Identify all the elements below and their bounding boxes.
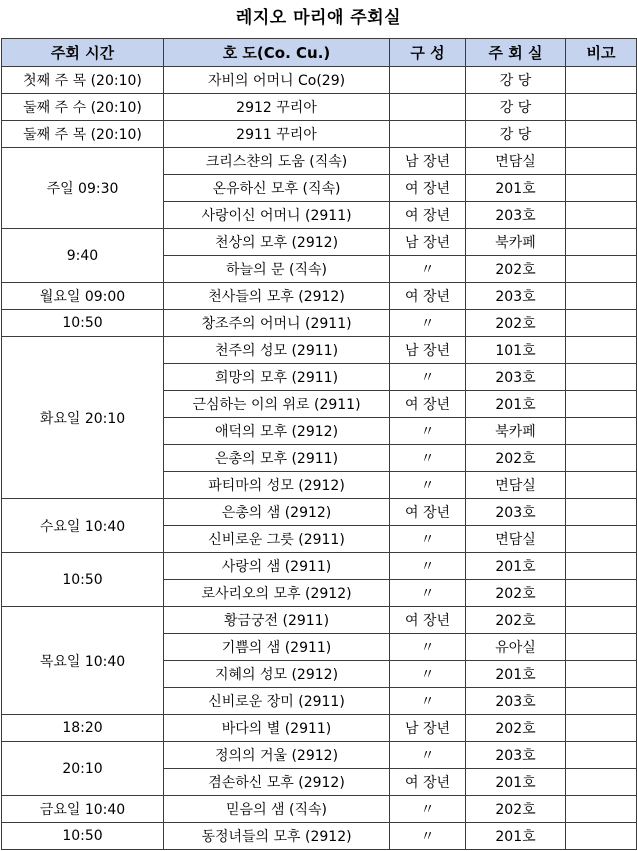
note-cell xyxy=(566,337,637,364)
praesidium-cell: 정의의 거울 (2912) xyxy=(164,742,390,769)
meeting-time-cell: 20:10 xyxy=(2,742,164,796)
group-cell: 여 장년 xyxy=(390,283,466,310)
table-row xyxy=(2,121,637,148)
meeting-time-cell: 18:20 xyxy=(2,715,164,742)
note-cell xyxy=(566,310,637,337)
praesidium-cell: 신비로운 그릇 (2911) xyxy=(164,526,390,553)
group-cell: 〃 xyxy=(390,526,466,553)
group-cell: 〃 xyxy=(390,364,466,391)
note-cell xyxy=(566,445,637,472)
room-cell: 면담실 xyxy=(466,148,566,175)
meeting-time-cell: 10:50 xyxy=(2,310,164,337)
group-cell: 〃 xyxy=(390,661,466,688)
table-row xyxy=(2,796,637,823)
room-cell: 201호 xyxy=(466,175,566,202)
room-cell: 북카페 xyxy=(466,418,566,445)
note-cell xyxy=(566,202,637,229)
meeting-time-cell: 화요일 20:10 xyxy=(2,337,164,499)
praesidium-cell: 신비로운 장미 (2911) xyxy=(164,688,390,715)
table-row xyxy=(2,310,637,337)
note-cell xyxy=(566,418,637,445)
table-row xyxy=(2,148,637,175)
room-cell: 203호 xyxy=(466,364,566,391)
praesidium-cell: 로사리오의 모후 (2912) xyxy=(164,580,390,607)
header-room: 주 회 실 xyxy=(466,39,566,67)
note-cell xyxy=(566,688,637,715)
group-cell: 〃 xyxy=(390,742,466,769)
group-cell: 〃 xyxy=(390,418,466,445)
room-cell: 202호 xyxy=(466,310,566,337)
praesidium-cell: 동정녀들의 모후 (2912) xyxy=(164,823,390,850)
praesidium-cell: 겸손하신 모후 (2912) xyxy=(164,769,390,796)
meeting-time-cell: 월요일 09:00 xyxy=(2,283,164,310)
group-cell xyxy=(390,67,466,94)
praesidium-cell: 은총의 샘 (2912) xyxy=(164,499,390,526)
note-cell xyxy=(566,715,637,742)
praesidium-cell: 황금궁전 (2911) xyxy=(164,607,390,634)
praesidium-cell: 믿음의 샘 (직속) xyxy=(164,796,390,823)
group-cell: 여 장년 xyxy=(390,607,466,634)
room-cell: 202호 xyxy=(466,607,566,634)
group-cell: 남 장년 xyxy=(390,148,466,175)
note-cell xyxy=(566,634,637,661)
table-row xyxy=(2,337,637,364)
praesidium-cell: 은총의 모후 (2911) xyxy=(164,445,390,472)
table-row xyxy=(2,607,637,634)
meeting-time-cell: 10:50 xyxy=(2,553,164,607)
room-cell: 202호 xyxy=(466,796,566,823)
meeting-time-cell: 9:40 xyxy=(2,229,164,283)
group-cell: 〃 xyxy=(390,553,466,580)
praesidium-cell: 지혜의 성모 (2912) xyxy=(164,661,390,688)
note-cell xyxy=(566,796,637,823)
note-cell xyxy=(566,67,637,94)
room-cell: 강 당 xyxy=(466,94,566,121)
room-cell: 201호 xyxy=(466,823,566,850)
room-cell: 202호 xyxy=(466,715,566,742)
room-cell: 201호 xyxy=(466,769,566,796)
group-cell: 여 장년 xyxy=(390,175,466,202)
praesidium-cell: 애덕의 모후 (2912) xyxy=(164,418,390,445)
room-cell: 101호 xyxy=(466,337,566,364)
group-cell: 여 장년 xyxy=(390,499,466,526)
praesidium-cell: 자비의 어머니 Co(29) xyxy=(164,67,390,94)
room-cell: 202호 xyxy=(466,256,566,283)
note-cell xyxy=(566,580,637,607)
table-row xyxy=(2,94,637,121)
praesidium-cell: 파티마의 성모 (2912) xyxy=(164,472,390,499)
group-cell: 〃 xyxy=(390,445,466,472)
meeting-time-cell: 둘째 주 목 (20:10) xyxy=(2,121,164,148)
praesidium-cell: 2912 꾸리아 xyxy=(164,94,390,121)
header-note: 비고 xyxy=(566,39,637,67)
header-row xyxy=(2,39,637,67)
group-cell: 남 장년 xyxy=(390,337,466,364)
meeting-time-cell: 10:50 xyxy=(2,823,164,850)
note-cell xyxy=(566,823,637,850)
note-cell xyxy=(566,472,637,499)
meeting-time-cell: 첫째 주 목 (20:10) xyxy=(2,67,164,94)
note-cell xyxy=(566,148,637,175)
table-row xyxy=(2,742,637,769)
room-cell: 203호 xyxy=(466,283,566,310)
room-cell: 203호 xyxy=(466,742,566,769)
group-cell: 여 장년 xyxy=(390,202,466,229)
header-praesidium: 호 도(Co. Cu.) xyxy=(164,39,390,67)
room-cell: 면담실 xyxy=(466,526,566,553)
meeting-time-cell: 둘째 주 수 (20:10) xyxy=(2,94,164,121)
group-cell: 〃 xyxy=(390,634,466,661)
table-row xyxy=(2,499,637,526)
meeting-time-cell: 수요일 10:40 xyxy=(2,499,164,553)
group-cell: 〃 xyxy=(390,472,466,499)
group-cell xyxy=(390,94,466,121)
room-cell: 유아실 xyxy=(466,634,566,661)
praesidium-cell: 창조주의 어머니 (2911) xyxy=(164,310,390,337)
praesidium-cell: 온유하신 모후 (직속) xyxy=(164,175,390,202)
header-group: 구 성 xyxy=(390,39,466,67)
note-cell xyxy=(566,283,637,310)
note-cell xyxy=(566,256,637,283)
room-cell: 201호 xyxy=(466,553,566,580)
note-cell xyxy=(566,661,637,688)
schedule-body xyxy=(2,67,637,850)
room-cell: 203호 xyxy=(466,499,566,526)
room-cell: 203호 xyxy=(466,202,566,229)
room-cell: 강 당 xyxy=(466,67,566,94)
note-cell xyxy=(566,607,637,634)
table-row xyxy=(2,715,637,742)
group-cell: 〃 xyxy=(390,580,466,607)
meeting-time-cell: 주일 09:30 xyxy=(2,148,164,229)
group-cell: 여 장년 xyxy=(390,769,466,796)
praesidium-cell: 사랑이신 어머니 (2911) xyxy=(164,202,390,229)
note-cell xyxy=(566,499,637,526)
room-cell: 203호 xyxy=(466,688,566,715)
room-cell: 202호 xyxy=(466,445,566,472)
note-cell xyxy=(566,175,637,202)
group-cell: 〃 xyxy=(390,256,466,283)
note-cell xyxy=(566,391,637,418)
page-title: 레지오 마리애 주회실 xyxy=(235,8,402,28)
praesidium-cell: 천상의 모후 (2912) xyxy=(164,229,390,256)
praesidium-cell: 바다의 별 (2911) xyxy=(164,715,390,742)
room-cell: 202호 xyxy=(466,580,566,607)
group-cell: 〃 xyxy=(390,310,466,337)
praesidium-cell: 근심하는 이의 위로 (2911) xyxy=(164,391,390,418)
praesidium-cell: 천주의 성모 (2911) xyxy=(164,337,390,364)
group-cell xyxy=(390,121,466,148)
note-cell xyxy=(566,553,637,580)
meeting-time-cell: 금요일 10:40 xyxy=(2,796,164,823)
group-cell: 〃 xyxy=(390,688,466,715)
room-cell: 201호 xyxy=(466,391,566,418)
table-row xyxy=(2,553,637,580)
room-cell: 면담실 xyxy=(466,472,566,499)
note-cell xyxy=(566,526,637,553)
table-row xyxy=(2,823,637,850)
group-cell: 남 장년 xyxy=(390,715,466,742)
room-cell: 북카페 xyxy=(466,229,566,256)
group-cell: 〃 xyxy=(390,823,466,850)
note-cell xyxy=(566,94,637,121)
note-cell xyxy=(566,229,637,256)
group-cell: 남 장년 xyxy=(390,229,466,256)
meeting-time-cell: 목요일 10:40 xyxy=(2,607,164,715)
praesidium-cell: 천사들의 모후 (2912) xyxy=(164,283,390,310)
table-row xyxy=(2,67,637,94)
group-cell: 여 장년 xyxy=(390,391,466,418)
note-cell xyxy=(566,364,637,391)
praesidium-cell: 희망의 모후 (2911) xyxy=(164,364,390,391)
header-time: 주회 시간 xyxy=(2,39,164,67)
praesidium-cell: 사랑의 샘 (2911) xyxy=(164,553,390,580)
group-cell: 〃 xyxy=(390,796,466,823)
praesidium-cell: 하늘의 문 (직속) xyxy=(164,256,390,283)
room-cell: 201호 xyxy=(466,661,566,688)
praesidium-cell: 2911 꾸리아 xyxy=(164,121,390,148)
praesidium-cell: 크리스챤의 도움 (직속) xyxy=(164,148,390,175)
note-cell xyxy=(566,769,637,796)
praesidium-cell: 기쁨의 샘 (2911) xyxy=(164,634,390,661)
room-cell: 강 당 xyxy=(466,121,566,148)
table-row xyxy=(2,229,637,256)
table-row xyxy=(2,283,637,310)
note-cell xyxy=(566,742,637,769)
note-cell xyxy=(566,121,637,148)
schedule-table xyxy=(1,38,637,850)
